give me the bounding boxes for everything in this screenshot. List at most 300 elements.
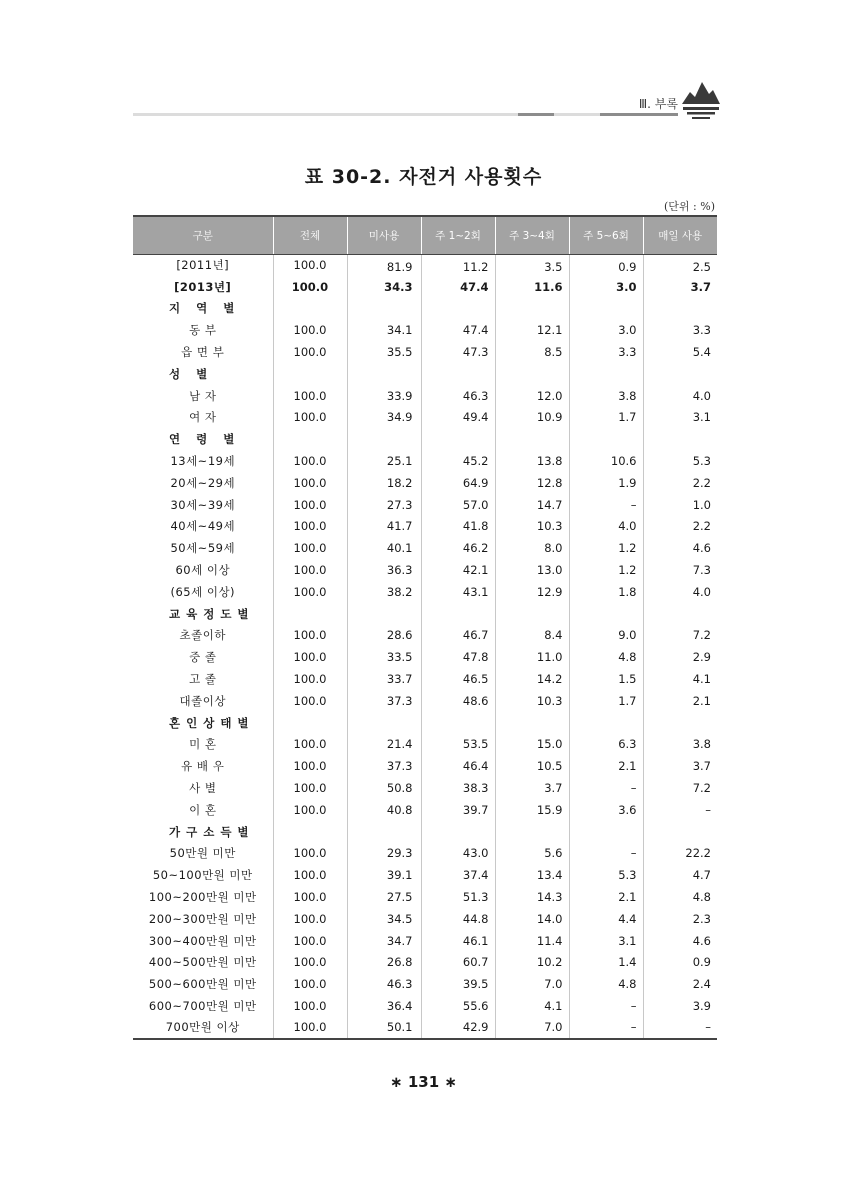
value-cell: 57.0	[421, 494, 495, 516]
table-row	[133, 625, 717, 647]
value-cell: 33.9	[347, 385, 421, 407]
value-cell: 46.5	[421, 668, 495, 690]
table-row	[133, 864, 717, 886]
value-cell: 46.3	[421, 385, 495, 407]
value-cell: 10.6	[569, 450, 643, 472]
value-cell: 46.3	[347, 973, 421, 995]
value-cell: 34.5	[347, 908, 421, 930]
value-cell: 3.1	[569, 930, 643, 952]
empty-cell	[569, 298, 643, 320]
row-label: 20세~29세	[170, 475, 236, 490]
table-section-row	[133, 298, 717, 320]
value-cell: 1.4	[569, 952, 643, 974]
value-cell: 3.7	[643, 755, 717, 777]
value-cell: 15.9	[495, 799, 569, 821]
value-cell: 43.1	[421, 581, 495, 603]
value-cell: 100.0	[273, 494, 347, 516]
value-cell: 7.0	[495, 1017, 569, 1039]
row-label: 대졸이상	[179, 693, 226, 708]
table-row	[133, 668, 717, 690]
value-cell: 39.5	[421, 973, 495, 995]
empty-cell	[643, 428, 717, 450]
value-cell: 100.0	[273, 407, 347, 429]
value-cell: 5.3	[643, 450, 717, 472]
table-row	[133, 319, 717, 341]
value-cell: 6.3	[569, 734, 643, 756]
table-row	[133, 952, 717, 974]
table-row	[133, 843, 717, 865]
value-cell: 3.0	[569, 319, 643, 341]
value-cell: 100.0	[273, 843, 347, 865]
empty-cell	[643, 298, 717, 320]
value-cell: 7.2	[643, 777, 717, 799]
value-cell: 3.9	[643, 995, 717, 1017]
value-cell: 42.1	[421, 559, 495, 581]
value-cell: 7.0	[495, 973, 569, 995]
value-cell: 37.3	[347, 690, 421, 712]
value-cell: 12.9	[495, 581, 569, 603]
data-table	[133, 215, 717, 1040]
value-cell: 4.1	[643, 668, 717, 690]
column-header: 미사용	[347, 216, 421, 254]
value-cell: 4.0	[569, 516, 643, 538]
row-label: 50만원 미만	[169, 846, 236, 861]
value-cell: 34.9	[347, 407, 421, 429]
value-cell: –	[643, 1017, 717, 1039]
value-cell: 2.3	[643, 908, 717, 930]
value-cell: 10.9	[495, 407, 569, 429]
row-label: 300~400만원 미만	[148, 933, 257, 948]
value-cell: 44.8	[421, 908, 495, 930]
value-cell: 2.2	[643, 516, 717, 538]
value-cell: 12.0	[495, 385, 569, 407]
value-cell: 47.3	[421, 341, 495, 363]
empty-cell	[273, 603, 347, 625]
value-cell: 1.9	[569, 472, 643, 494]
table-row	[133, 559, 717, 581]
value-cell: 4.8	[643, 886, 717, 908]
row-label: 초졸이하	[179, 628, 226, 643]
value-cell: 100.0	[273, 886, 347, 908]
empty-cell	[569, 603, 643, 625]
table-row	[133, 886, 717, 908]
table-body	[133, 254, 717, 1039]
value-cell: 2.4	[643, 973, 717, 995]
value-cell: 39.1	[347, 864, 421, 886]
value-cell: 9.0	[569, 625, 643, 647]
value-cell: 0.9	[643, 952, 717, 974]
value-cell: 47.4	[421, 276, 495, 298]
value-cell: 3.5	[495, 254, 569, 276]
row-label: 남 자	[189, 388, 217, 403]
value-cell: 100.0	[273, 995, 347, 1017]
value-cell: 100.0	[273, 668, 347, 690]
row-label: 200~300만원 미만	[148, 911, 257, 926]
mountain-logo-icon	[680, 78, 722, 122]
row-label: 50세~59세	[170, 541, 236, 556]
value-cell: 3.6	[569, 799, 643, 821]
value-cell: 3.1	[643, 407, 717, 429]
value-cell: 8.5	[495, 341, 569, 363]
value-cell: –	[569, 995, 643, 1017]
column-header: 주 5~6회	[569, 216, 643, 254]
value-cell: 33.7	[347, 668, 421, 690]
column-header: 주 1~2회	[421, 216, 495, 254]
empty-cell	[495, 298, 569, 320]
row-label: [2011년]	[176, 258, 230, 273]
table-row	[133, 472, 717, 494]
value-cell: 3.3	[569, 341, 643, 363]
value-cell: 1.0	[643, 494, 717, 516]
value-cell: 29.3	[347, 843, 421, 865]
value-cell: 11.2	[421, 254, 495, 276]
section-label: 가구소득별	[169, 824, 255, 839]
header-rule	[133, 113, 678, 116]
value-cell: 64.9	[421, 472, 495, 494]
value-cell: 12.8	[495, 472, 569, 494]
value-cell: 33.5	[347, 646, 421, 668]
value-cell: 100.0	[273, 537, 347, 559]
empty-cell	[643, 603, 717, 625]
value-cell: 100.0	[273, 319, 347, 341]
value-cell: 45.2	[421, 450, 495, 472]
table-row	[133, 973, 717, 995]
value-cell: 2.5	[643, 254, 717, 276]
empty-cell	[421, 603, 495, 625]
row-label: 이 혼	[189, 802, 217, 817]
value-cell: 47.4	[421, 319, 495, 341]
table-section-row	[133, 363, 717, 385]
value-cell: 15.0	[495, 734, 569, 756]
table-row	[133, 341, 717, 363]
value-cell: 4.1	[495, 995, 569, 1017]
header-rule-accent	[600, 113, 678, 116]
row-label: 고 졸	[189, 672, 217, 687]
value-cell: 100.0	[273, 559, 347, 581]
section-header: Ⅲ. 부록	[638, 97, 678, 111]
value-cell: 49.4	[421, 407, 495, 429]
value-cell: 3.7	[643, 276, 717, 298]
value-cell: 4.8	[569, 973, 643, 995]
empty-cell	[495, 821, 569, 843]
value-cell: 100.0	[273, 472, 347, 494]
value-cell: 100.0	[273, 755, 347, 777]
row-label: 13세~19세	[170, 454, 236, 469]
table-row	[133, 908, 717, 930]
value-cell: 36.3	[347, 559, 421, 581]
value-cell: 4.4	[569, 908, 643, 930]
section-label: 성 별	[169, 366, 214, 381]
value-cell: 13.4	[495, 864, 569, 886]
value-cell: 100.0	[273, 450, 347, 472]
value-cell: 34.3	[347, 276, 421, 298]
page-number: ∗ 131 ∗	[390, 1073, 457, 1091]
table-row	[133, 276, 717, 298]
value-cell: 22.2	[643, 843, 717, 865]
section-label: 지 역 별	[169, 301, 241, 316]
value-cell: 100.0	[273, 908, 347, 930]
empty-cell	[569, 821, 643, 843]
value-cell: 3.8	[569, 385, 643, 407]
value-cell: 100.0	[273, 276, 347, 298]
section-label: 교육정도별	[169, 606, 255, 621]
value-cell: 1.7	[569, 407, 643, 429]
table-row	[133, 450, 717, 472]
value-cell: 10.3	[495, 516, 569, 538]
value-cell: 100.0	[273, 385, 347, 407]
empty-cell	[643, 712, 717, 734]
value-cell: 100.0	[273, 341, 347, 363]
value-cell: 10.3	[495, 690, 569, 712]
empty-cell	[273, 363, 347, 385]
value-cell: 14.3	[495, 886, 569, 908]
value-cell: 100.0	[273, 254, 347, 276]
value-cell: 100.0	[273, 625, 347, 647]
row-label: 100~200만원 미만	[148, 890, 257, 904]
value-cell: 41.7	[347, 516, 421, 538]
value-cell: 1.2	[569, 559, 643, 581]
empty-cell	[421, 298, 495, 320]
value-cell: 14.2	[495, 668, 569, 690]
table-row	[133, 1017, 717, 1039]
table-row	[133, 930, 717, 952]
value-cell: 28.6	[347, 625, 421, 647]
row-label: 700만원 이상	[133, 1017, 273, 1039]
value-cell: 51.3	[421, 886, 495, 908]
value-cell: 46.2	[421, 537, 495, 559]
value-cell: 81.9	[347, 254, 421, 276]
table-row	[133, 494, 717, 516]
empty-cell	[643, 821, 717, 843]
value-cell: 4.0	[643, 385, 717, 407]
value-cell: 48.6	[421, 690, 495, 712]
value-cell: 11.4	[495, 930, 569, 952]
value-cell: 47.8	[421, 646, 495, 668]
empty-cell	[495, 363, 569, 385]
row-label: 30세~39세	[170, 497, 236, 512]
value-cell: 100.0	[273, 734, 347, 756]
value-cell: 40.8	[347, 799, 421, 821]
row-label: 동 부	[189, 323, 217, 338]
value-cell: 5.6	[495, 843, 569, 865]
table-title: 표 30-2. 자전거 사용횟수	[304, 166, 543, 188]
value-cell: 3.8	[643, 734, 717, 756]
empty-cell	[347, 298, 421, 320]
value-cell: 10.5	[495, 755, 569, 777]
table-row	[133, 646, 717, 668]
value-cell: 38.3	[421, 777, 495, 799]
value-cell: 100.0	[273, 930, 347, 952]
empty-cell	[495, 712, 569, 734]
row-label: 600~700만원 미만	[148, 998, 257, 1013]
table-row	[133, 516, 717, 538]
table-section-row	[133, 712, 717, 734]
table-row	[133, 799, 717, 821]
unit-note: (단위 : %)	[664, 200, 715, 213]
empty-cell	[347, 712, 421, 734]
row-label: [2013년]	[174, 279, 232, 294]
empty-cell	[273, 428, 347, 450]
table-row	[133, 254, 717, 276]
value-cell: 12.1	[495, 319, 569, 341]
value-cell: 4.6	[643, 537, 717, 559]
value-cell: 3.7	[495, 777, 569, 799]
value-cell: –	[569, 494, 643, 516]
row-label: 중 졸	[189, 650, 217, 665]
value-cell: –	[569, 843, 643, 865]
table-row	[133, 690, 717, 712]
value-cell: 10.2	[495, 952, 569, 974]
value-cell: 35.5	[347, 341, 421, 363]
empty-cell	[569, 428, 643, 450]
value-cell: 4.0	[643, 581, 717, 603]
value-cell: 46.4	[421, 755, 495, 777]
value-cell: 5.4	[643, 341, 717, 363]
value-cell: 1.5	[569, 668, 643, 690]
value-cell: 27.5	[347, 886, 421, 908]
table-row	[133, 995, 717, 1017]
value-cell: 27.3	[347, 494, 421, 516]
value-cell: 2.1	[569, 886, 643, 908]
empty-cell	[421, 712, 495, 734]
empty-cell	[569, 712, 643, 734]
empty-cell	[273, 712, 347, 734]
value-cell: 7.3	[643, 559, 717, 581]
header-rule-accent	[518, 113, 554, 116]
value-cell: 26.8	[347, 952, 421, 974]
value-cell: 8.0	[495, 537, 569, 559]
empty-cell	[347, 821, 421, 843]
value-cell: 13.0	[495, 559, 569, 581]
value-cell: 53.5	[421, 734, 495, 756]
value-cell: 4.7	[643, 864, 717, 886]
value-cell: 14.0	[495, 908, 569, 930]
value-cell: 37.3	[347, 755, 421, 777]
value-cell: 34.7	[347, 930, 421, 952]
empty-cell	[569, 363, 643, 385]
column-header: 전체	[273, 216, 347, 254]
table-section-row	[133, 603, 717, 625]
value-cell: 4.8	[569, 646, 643, 668]
value-cell: 100.0	[273, 690, 347, 712]
row-label: 400~500만원 미만	[148, 955, 257, 970]
empty-cell	[347, 428, 421, 450]
value-cell: 100.0	[273, 1017, 347, 1039]
value-cell: –	[569, 777, 643, 799]
value-cell: 39.7	[421, 799, 495, 821]
empty-cell	[347, 363, 421, 385]
table-row	[133, 777, 717, 799]
row-label: (65세 이상)	[170, 584, 236, 599]
empty-cell	[643, 363, 717, 385]
value-cell: 7.2	[643, 625, 717, 647]
value-cell: 2.9	[643, 646, 717, 668]
empty-cell	[273, 298, 347, 320]
row-label: 사 별	[189, 781, 217, 796]
value-cell: 100.0	[273, 777, 347, 799]
empty-cell	[495, 428, 569, 450]
value-cell: 60.7	[421, 952, 495, 974]
value-cell: 38.2	[347, 581, 421, 603]
value-cell: 46.1	[421, 930, 495, 952]
value-cell: 50.8	[347, 777, 421, 799]
table-row	[133, 537, 717, 559]
empty-cell	[495, 603, 569, 625]
table-row	[133, 407, 717, 429]
value-cell: 37.4	[421, 864, 495, 886]
value-cell: 36.4	[347, 995, 421, 1017]
value-cell: 41.8	[421, 516, 495, 538]
empty-cell	[347, 603, 421, 625]
value-cell: 18.2	[347, 472, 421, 494]
column-header: 매일 사용	[643, 216, 717, 254]
value-cell: 100.0	[273, 973, 347, 995]
value-cell: 50.1	[347, 1017, 421, 1039]
row-label: 60세 이상	[175, 563, 231, 578]
value-cell: 3.3	[643, 319, 717, 341]
value-cell: 42.9	[421, 1017, 495, 1039]
value-cell: 34.1	[347, 319, 421, 341]
row-label: 500~600만원 미만	[148, 977, 257, 992]
value-cell: 1.8	[569, 581, 643, 603]
row-label: 유 배 우	[181, 759, 225, 774]
value-cell: 14.7	[495, 494, 569, 516]
value-cell: 5.3	[569, 864, 643, 886]
row-label: 여 자	[189, 410, 217, 425]
empty-cell	[421, 363, 495, 385]
section-label: 연 령 별	[169, 432, 241, 447]
table-row	[133, 581, 717, 603]
row-label: 읍 면 부	[181, 345, 225, 360]
empty-cell	[273, 821, 347, 843]
value-cell: 0.9	[569, 254, 643, 276]
row-label: 40세~49세	[170, 519, 236, 534]
value-cell: 3.0	[569, 276, 643, 298]
table-section-row	[133, 821, 717, 843]
empty-cell	[421, 821, 495, 843]
table-section-row	[133, 428, 717, 450]
table-header-row	[133, 216, 717, 254]
value-cell: 100.0	[273, 799, 347, 821]
value-cell: 55.6	[421, 995, 495, 1017]
value-cell: 2.1	[569, 755, 643, 777]
value-cell: 13.8	[495, 450, 569, 472]
value-cell: 100.0	[273, 581, 347, 603]
value-cell: 100.0	[273, 516, 347, 538]
value-cell: 11.0	[495, 646, 569, 668]
value-cell: 100.0	[273, 952, 347, 974]
value-cell: 40.1	[347, 537, 421, 559]
column-header: 구분	[133, 216, 273, 254]
value-cell: 100.0	[273, 646, 347, 668]
value-cell: 21.4	[347, 734, 421, 756]
value-cell: 8.4	[495, 625, 569, 647]
value-cell: 25.1	[347, 450, 421, 472]
value-cell: 1.7	[569, 690, 643, 712]
table-row	[133, 755, 717, 777]
value-cell: 1.2	[569, 537, 643, 559]
value-cell: 4.6	[643, 930, 717, 952]
row-label: 50~100만원 미만	[152, 868, 253, 883]
table-row	[133, 385, 717, 407]
section-label: 혼인상태별	[169, 715, 255, 730]
table-row	[133, 734, 717, 756]
value-cell: 11.6	[495, 276, 569, 298]
empty-cell	[421, 428, 495, 450]
column-header: 주 3~4회	[495, 216, 569, 254]
value-cell: 46.7	[421, 625, 495, 647]
value-cell: –	[569, 1017, 643, 1039]
